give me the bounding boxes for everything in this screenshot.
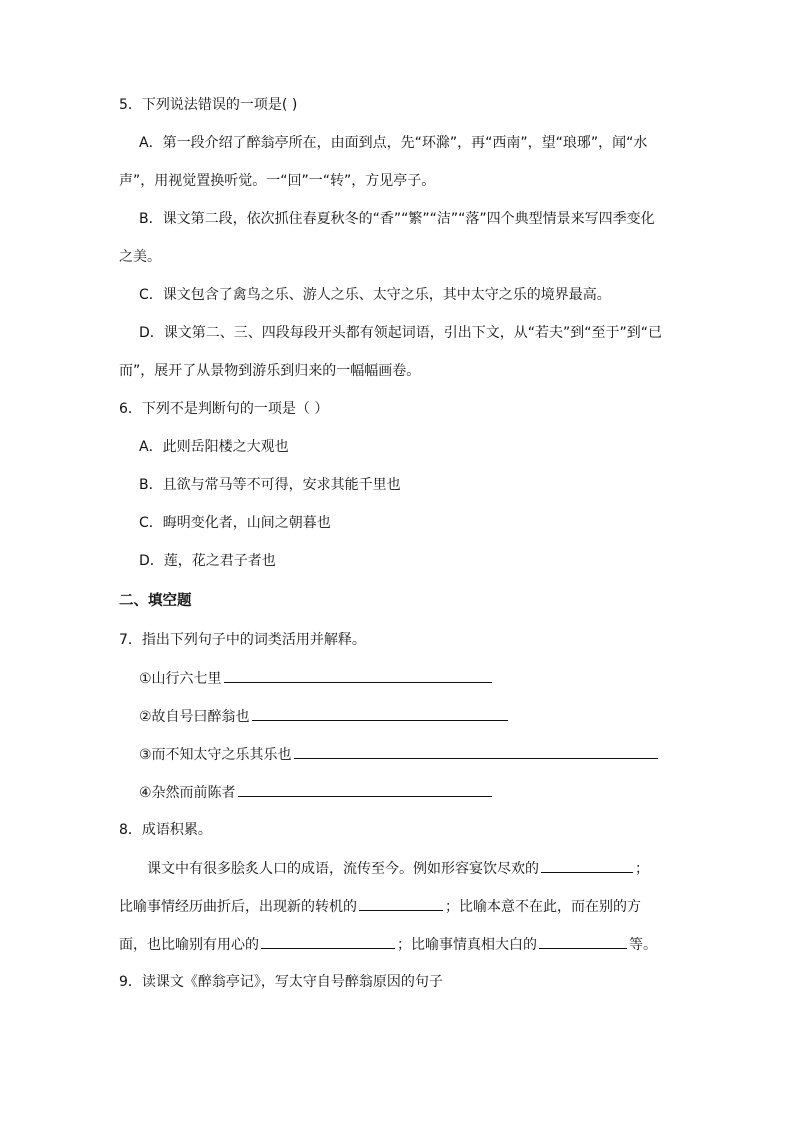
q8-line2-rest: ；比喻本意不在此，而在别的方 [445, 899, 641, 915]
q5-stem: 5．下列说法错误的一项是( ) [119, 97, 298, 113]
q8-line3-text: 面，也比喻别有用心的 [119, 937, 259, 953]
answer-blank[interactable] [238, 782, 492, 797]
q7-item-4-text: ④杂然而前陈者 [139, 785, 236, 801]
q5-option-d-line1: D．课文第二、三、四段每段开头都有领起词语，引出下文，从“若夫”到“至于”到“已 [139, 325, 663, 341]
answer-blank[interactable] [541, 858, 633, 873]
q9-stem: 9．读课文《醉翁亭记》，写太守自号醉翁原因的句子 [119, 974, 443, 990]
q7-item-2-text: ②故自号曰醉翁也 [139, 709, 250, 725]
answer-blank[interactable] [252, 706, 508, 721]
q5-option-b-line1: B．课文第二段，依次抓住春夏秋冬的“香”“繁”“洁”“落”四个典型情景来写四季变化 [139, 211, 655, 227]
q7-item-3-text: ③而不知太守之乐其乐也 [139, 747, 292, 763]
q8-line3-end: 等。 [629, 937, 657, 953]
q8-line2-text: 比喻事情经历曲折后，出现新的转机的 [119, 899, 357, 915]
q7-item-2 [139, 706, 510, 727]
q5-option-d-line2: 而”，展开了从景物到游乐到归来的一幅幅画卷。 [119, 363, 421, 379]
q6-option-b: B．且欲与常马等不可得，安求其能千里也 [139, 477, 401, 493]
answer-blank[interactable] [359, 896, 443, 911]
answer-blank[interactable] [294, 744, 658, 759]
q7-item-3 [139, 744, 660, 765]
q6-option-c: C．晦明变化者，山间之朝暮也 [139, 515, 331, 531]
q8-paragraph-line3 [119, 934, 657, 955]
q5-option-c: C．课文包含了禽鸟之乐、游人之乐、太守之乐，其中太守之乐的境界最高。 [139, 287, 611, 303]
q7-item-4 [139, 782, 494, 803]
q8-paragraph-line2 [119, 896, 641, 917]
q8-line1-text: 课文中有很多脍炙人口的成语，流传至今。例如形容宴饮尽欢的 [147, 861, 539, 877]
answer-blank[interactable] [261, 934, 395, 949]
section-title-fill-in: 二、填空题 [119, 593, 192, 609]
answer-blank[interactable] [224, 668, 492, 683]
q5-option-a-line2: 声”，用视觉置换听觉。一“回”一“转”，方见亭子。 [119, 173, 436, 189]
answer-blank[interactable] [539, 934, 627, 949]
q7-item-1 [139, 668, 494, 689]
q7-stem: 7．指出下列句子中的词类活用并解释。 [119, 632, 366, 648]
q8-paragraph-line1 [147, 858, 649, 879]
q5-option-b-line2: 之美。 [119, 249, 161, 265]
q7-item-1-text: ①山行六七里 [139, 671, 222, 687]
q6-stem: 6．下列不是判断句的一项是（ ） [119, 401, 329, 417]
q5-option-a-line1: A．第一段介绍了醉翁亭所在，由面到点，先“环滁”，再“西南”，望“琅琊”，闻“水 [139, 135, 648, 151]
q8-stem: 8．成语积累。 [119, 822, 212, 838]
q6-option-a: A．此则岳阳楼之大观也 [139, 439, 289, 455]
q6-option-d: D．莲，花之君子者也 [139, 553, 276, 569]
q8-line3-mid: ；比喻事情真相大白的 [397, 937, 537, 953]
q8-line1-end: ； [635, 861, 649, 877]
